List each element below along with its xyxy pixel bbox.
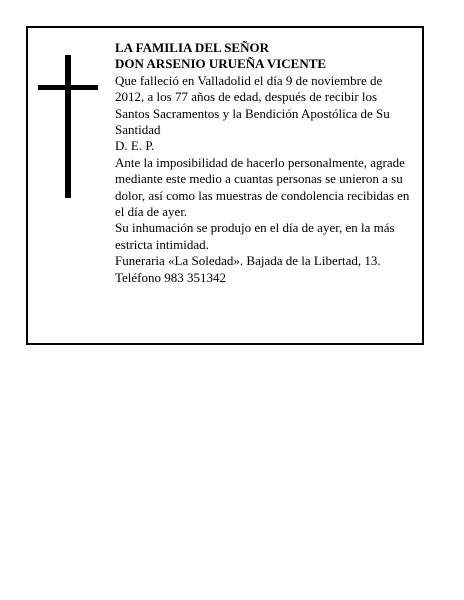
cross-icon-bar — [38, 85, 98, 90]
thanks-message: Ante la imposibilidad de hacerlo personalmente, agrade mediante este medio a cuantas personas se unieron a su dolor, así como las muestras de condolencia recibidas en el día de ayer. — [115, 154, 410, 220]
family-heading: LA FAMILIA DEL SEÑOR — [115, 40, 269, 55]
burial-message: Su inhumación se produjo en el día de ayer, en la más estricta intimidad. — [115, 220, 395, 252]
funeral-home: Funeraria «La Soledad». Bajada de la Libertad, 13. — [115, 253, 381, 269]
notice-text — [115, 40, 413, 286]
death-announcement: Que falleció en Valladolid el día 9 de noviembre de 2012, a los 77 años de edad, después de recibir los Santos Sacramentos y la Bendición Apostólica de Su Santidad — [115, 72, 390, 138]
phone-number: Teléfono 983 351342 — [115, 269, 227, 285]
cross-icon — [65, 55, 71, 198]
obituary-notice — [26, 26, 424, 345]
deceased-name: DON ARSENIO URUEÑA VICENTE — [115, 56, 327, 72]
rip-text: D. E. P. — [115, 138, 155, 154]
